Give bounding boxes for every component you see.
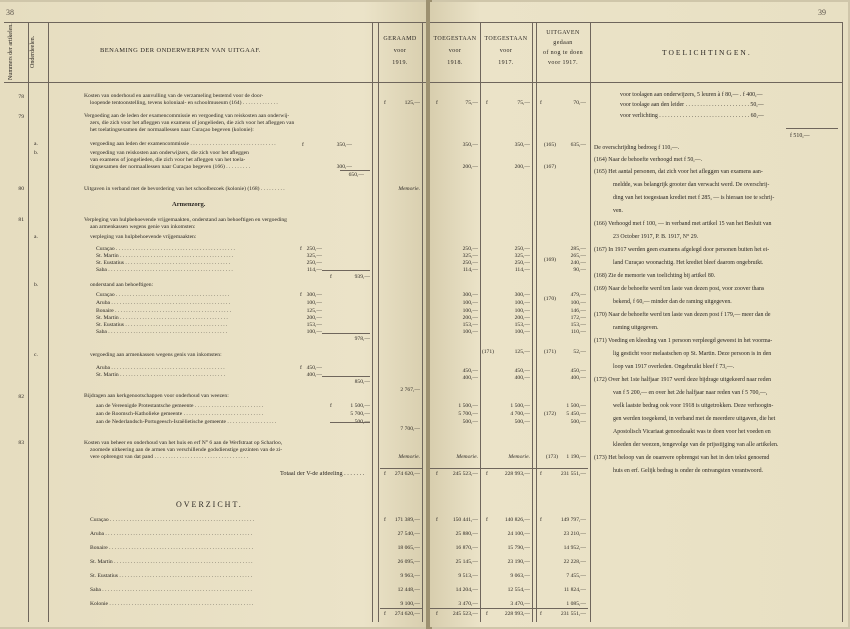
note-line-r13: (167) In 1917 werden geen examens afgelegd door personen buiten het ei- bbox=[594, 247, 770, 253]
left-line-t79f: van examens of jongelieden, die zich voor het afleggen van het toela- bbox=[90, 157, 246, 163]
header-nummers: Nummers der artikelen. bbox=[8, 23, 14, 80]
amount-n13: (165) bbox=[543, 142, 556, 148]
left-line-t83c: vere opbrengst van dat pand . . . . . . . . . . . . . . . . . . . . . . . . . . . . . . . . . . bbox=[90, 454, 249, 460]
note-line-r27: Apostolisch Vicariaat genoodzaakt was te doen voor het voeden en bbox=[613, 429, 771, 435]
rule-top-right bbox=[430, 22, 842, 23]
left-line-t79c: het toelatingsexamen der normaallessen naar Curaçao begeven (kolonie): bbox=[90, 127, 254, 133]
amount-n96: 500,— bbox=[570, 419, 586, 425]
note-line-r6: (164) Naar de behoefte verhoogd met f 50,—. bbox=[594, 157, 703, 163]
overzicht-col3-5: 11 824,— bbox=[563, 587, 586, 593]
amount-n50: 100,— bbox=[462, 308, 478, 314]
amount-n100: Memorie. bbox=[508, 454, 530, 460]
amount-n72: f bbox=[300, 365, 302, 371]
overzicht-1919-7: 274 620,— bbox=[394, 611, 420, 617]
note-line-r1: voor toolagen aan onderwijzers, 5 leuren à f 80,— . f 400,— bbox=[620, 92, 763, 98]
amount-n85: 5 700,— bbox=[350, 411, 370, 417]
amount-n86: 500,— bbox=[354, 419, 370, 425]
amount-n70: (171) bbox=[543, 349, 556, 355]
left-line-ob2: b. bbox=[34, 282, 39, 288]
amount-n33: 114,— bbox=[514, 267, 530, 273]
left-line-p2: St. Martin . . . . . . . . . . . . . . . . . . . . . . . . . . . . . . . . . . . . . . . . . bbox=[96, 253, 234, 259]
left-line-p1: Curaçao . . . . . . . . . . . . . . . . . . . . . . . . . . . . . . . . . . . . . . . . . . . bbox=[96, 246, 235, 252]
amount-n43: 100,— bbox=[306, 300, 322, 306]
overzicht-col3-4: 7 455,— bbox=[566, 573, 586, 579]
amount-n61: 479,— bbox=[570, 292, 586, 298]
left-line-p4: Saba . . . . . . . . . . . . . . . . . . . . . . . . . . . . . . . . . . . . . . . . . . . . . bbox=[96, 267, 233, 273]
note-line-r24: van f 5 200,— en over het 2de halfjaar naar reden van f 5 700,—, bbox=[613, 390, 768, 396]
amount-n66: 110,— bbox=[570, 329, 586, 335]
amount-n58: 153,— bbox=[514, 322, 530, 328]
overzicht-col2-0: 140 826,— bbox=[504, 517, 530, 523]
left-line-oa1: a. bbox=[34, 141, 38, 147]
amount-n94: (172) bbox=[543, 411, 556, 417]
overzicht-col3-7: 231 551,— bbox=[560, 611, 586, 617]
overzicht-col1-2: 16 870,— bbox=[455, 545, 478, 551]
left-line-t81a: Verpleging van hulpbehoevende vrijgemaakten, onderstand aan behoeftigen en vergoeding bbox=[84, 217, 287, 223]
overzicht-col3-0: 149 797,— bbox=[560, 517, 586, 523]
left-line-t80: Uitgaven in verband met de bevordering van het schoolbezoek (kolonie) (168) . . . . . . . . . bbox=[84, 186, 285, 192]
overzicht-col1-4: 9 513,— bbox=[458, 573, 478, 579]
note-line-r9: ding van het toegestaan krediet met f 285, — is hieraan toe te schrij- bbox=[613, 195, 775, 201]
amount-n44: 125,— bbox=[306, 308, 322, 314]
page-number-left: 38 bbox=[6, 8, 14, 17]
amount-n45: 200,— bbox=[306, 315, 322, 321]
rule-top bbox=[4, 22, 428, 23]
left-line-o4: St. Martin . . . . . . . . . . . . . . . . . . . . . . . . . . . . . . . . . . . . . . . . . . . . . . . . . . bbox=[90, 559, 253, 565]
amount-n87: 1 500,— bbox=[458, 403, 478, 409]
note-line-r4: f 510,— bbox=[790, 133, 810, 139]
left-line-a81: 81 bbox=[18, 217, 24, 223]
left-line-a83: 83 bbox=[18, 440, 24, 446]
left-line-t79e: vergoeding van reiskosten aan onderwijzers, die zich voor het afleggen bbox=[90, 150, 249, 156]
left-line-p3: St. Eustatius . . . . . . . . . . . . . . . . . . . . . . . . . . . . . . . . . . . . . . bbox=[96, 260, 231, 266]
amount-n38: 90,— bbox=[573, 267, 586, 273]
sum-rule-1 bbox=[322, 270, 370, 271]
amount-n106: 245 523,— bbox=[452, 471, 478, 477]
amount-n46: 153,— bbox=[306, 322, 322, 328]
overzicht-col2-3: 23 190,— bbox=[507, 559, 530, 565]
amount-n54: 300,— bbox=[514, 292, 530, 298]
amount-n19: 650,— bbox=[348, 172, 364, 178]
header-benaming: BENAMING DER ONDERWERPEN VAN UITGAAF. bbox=[100, 47, 261, 54]
left-page bbox=[0, 2, 428, 627]
amount-n17: 200,— bbox=[514, 164, 530, 170]
left-line-q2: Aruba . . . . . . . . . . . . . . . . . . . . . . . . . . . . . . . . . . . . . . . . . . . bbox=[96, 300, 231, 306]
overzicht-florin-6: f bbox=[486, 611, 488, 617]
amount-n49: 100,— bbox=[462, 300, 478, 306]
amount-n1: f bbox=[384, 100, 386, 106]
left-line-q1: Curaçao . . . . . . . . . . . . . . . . . . . . . . . . . . . . . . . . . . . . . . . . . bbox=[96, 292, 230, 298]
amount-n40: 939,— bbox=[354, 274, 370, 280]
amount-n74: 400,— bbox=[306, 372, 322, 378]
left-line-t79a: Vergoeding aan de leden der examencommissie en vergoeding van reiskosten aan onderwij- bbox=[84, 113, 290, 119]
left-line-t81d: onderstand aan behoeftigen: bbox=[90, 282, 154, 288]
left-line-ob1: b. bbox=[34, 150, 39, 156]
left-line-t82a: Bijdragen aan kerkgenootschappen voor onderhoud van weezen: bbox=[84, 393, 229, 399]
amount-n7: f bbox=[540, 100, 542, 106]
note-line-r14: land Curaçao woonachtig. Het krediet bleef daarom ongebruikt. bbox=[613, 260, 764, 266]
sum-rule-3 bbox=[322, 376, 370, 377]
amount-n67: 978,— bbox=[354, 336, 370, 342]
amount-n39: f bbox=[330, 274, 332, 280]
amount-n109: f bbox=[540, 471, 542, 477]
amount-n22: 250,— bbox=[306, 246, 322, 252]
amount-n102: 1 190,— bbox=[566, 454, 586, 460]
sum-rule-8 bbox=[430, 608, 588, 609]
header-uitgaven-1917: UITGAVEN gedaan of nog te doen voor 1917. bbox=[542, 30, 584, 66]
amount-n99: Memorie. bbox=[456, 454, 478, 460]
amount-n51: 200,— bbox=[462, 315, 478, 321]
left-line-a79: 79 bbox=[18, 114, 24, 120]
amount-n25: 114,— bbox=[306, 267, 322, 273]
left-line-a82: 82 bbox=[18, 394, 24, 400]
note-line-r7: (165) Het aantal personen, dat zich voor het afleggen van examens aan- bbox=[594, 169, 763, 175]
left-line-t79d: vergoeding aan leden der examencommissie . . . . . . . . . . . . . . . . . . . . . . . . . . . . . . . bbox=[90, 141, 276, 147]
sum-rule-0 bbox=[340, 170, 370, 171]
amount-n83: f bbox=[330, 403, 332, 409]
amount-n82: 2 767,— bbox=[400, 387, 420, 393]
amount-n55: 100,— bbox=[514, 300, 530, 306]
note-line-r3: voor verlichting . . . . . . . . . . . . . . . . . . . . . . . . . . . . . . . 60,— bbox=[620, 113, 764, 119]
amount-n104: 274 620,— bbox=[394, 471, 420, 477]
amount-n15: 300,— bbox=[336, 164, 352, 170]
sum-rule-2 bbox=[322, 333, 370, 334]
amount-n26: 250,— bbox=[462, 246, 478, 252]
left-line-t81b: aan armenkassen wegens genie van inkomsten: bbox=[90, 224, 196, 230]
left-line-t82c: aan de Roomsch-Katholieke gemeente . . . . . . . . . . . . . . . . . . . . . . . . . . . . . bbox=[96, 411, 264, 417]
amount-n108: 228 993,— bbox=[504, 471, 530, 477]
header-toegestaan-1917: TOEGESTAAN voor 1917. bbox=[484, 36, 528, 66]
overzicht-florin-5: f bbox=[436, 611, 438, 617]
amount-n41: f bbox=[300, 292, 302, 298]
overzicht-col1-7: 245 523,— bbox=[452, 611, 478, 617]
sum-rule-7 bbox=[380, 608, 422, 609]
amount-n89: 500,— bbox=[462, 419, 478, 425]
overzicht-florin-3: f bbox=[540, 517, 542, 523]
overzicht-florin-2: f bbox=[486, 517, 488, 523]
amount-n98: Memorie. bbox=[398, 454, 420, 460]
left-line-o1: Curaçao . . . . . . . . . . . . . . . . . . . . . . . . . . . . . . . . . . . . . . . . . . . . . . . . . . . . bbox=[90, 517, 255, 523]
overzicht-col3-2: 14 952,— bbox=[563, 545, 586, 551]
header-onderdeelen: Onderdeelen. bbox=[30, 35, 36, 68]
amount-n73: 450,— bbox=[306, 365, 322, 371]
overzicht-1919-3: 26 095,— bbox=[397, 559, 420, 565]
amount-n92: 500,— bbox=[514, 419, 530, 425]
amount-n34: (169) bbox=[543, 257, 556, 263]
amount-n28: 250,— bbox=[462, 260, 478, 266]
amount-n35: 285,— bbox=[570, 246, 586, 252]
amount-n60: (170) bbox=[543, 296, 556, 302]
page-number-right: 39 bbox=[818, 8, 826, 17]
note-line-r11: (166) Verhoogd met f 100, — in verband met artikel 15 van het Besluit van bbox=[594, 221, 772, 227]
amount-n62: 100,— bbox=[570, 300, 586, 306]
left-line-totv: Totaal der V-de afdeeling . . . . . . . bbox=[280, 471, 365, 477]
left-line-q6: Saba . . . . . . . . . . . . . . . . . . . . . . . . . . . . . . . . . . . . . . . . . . . bbox=[96, 329, 228, 335]
overzicht-col1-3: 25 145,— bbox=[455, 559, 478, 565]
note-line-r26: gen werden toegekend, in verband met de meerdere uitgaven, die het bbox=[613, 416, 776, 422]
left-line-oc: c. bbox=[34, 352, 38, 358]
left-line-t78b: loopende tentoonstelling, tevens koloniaal- en schoolmuseum (164) . . . . . . . . . . . . . bbox=[90, 100, 278, 106]
amount-n81: 850,— bbox=[354, 379, 370, 385]
amount-n110: 231 551,— bbox=[560, 471, 586, 477]
amount-n2: 125,— bbox=[404, 100, 420, 106]
amount-n23: 325,— bbox=[306, 253, 322, 259]
left-line-oa2: a. bbox=[34, 234, 38, 240]
sum-rule-6 bbox=[430, 468, 588, 469]
amount-n56: 100,— bbox=[514, 308, 530, 314]
overzicht-col2-5: 12 554,— bbox=[507, 587, 530, 593]
amount-n3: f bbox=[436, 100, 438, 106]
overzicht-1919-2: 18 065,— bbox=[397, 545, 420, 551]
amount-n69: 125,— bbox=[514, 349, 530, 355]
amount-n77: 450,— bbox=[514, 368, 530, 374]
amount-n65: 153,— bbox=[570, 322, 586, 328]
note-line-r22: loop van 1917 overleden. Ongebruikt bleef f 73,—. bbox=[613, 364, 735, 370]
left-line-t79g: tingsexamen der normaallessen naar Curaçao begeven (166) . . . . . . . . . bbox=[90, 164, 250, 170]
overzicht-1919-6: 9 100,— bbox=[400, 601, 420, 607]
left-line-armenzorg: Armenzorg. bbox=[172, 201, 206, 208]
note-line-r19: raming uitgegeven. bbox=[613, 325, 659, 331]
left-line-t78a: Kosten van onderhoud en aanvulling van de verzameling bestemd voor de door- bbox=[84, 93, 264, 99]
rule-col5 bbox=[422, 22, 423, 622]
amount-n36: 265,— bbox=[570, 253, 586, 259]
sum-rule-4 bbox=[330, 422, 370, 423]
left-line-t81c: verpleging van hulpbehoevende vrijgemaakten: bbox=[90, 234, 197, 240]
left-line-t82d: aan de Nederlandsch-Portugeesch-Israëlietische gemeente . . . . . . . . . . . . . . . . . . bbox=[96, 419, 277, 425]
amount-n47: 100,— bbox=[306, 329, 322, 335]
note-line-r20: (171) Voeding en kleeding van 1 persoon verpleegd geweest in het voorma- bbox=[594, 338, 773, 344]
overzicht-1919-1: 27 540,— bbox=[397, 531, 420, 537]
amount-n63: 146,— bbox=[570, 308, 586, 314]
amount-n80: 400,— bbox=[570, 375, 586, 381]
amount-n21: f bbox=[300, 246, 302, 252]
right-page bbox=[430, 2, 848, 627]
amount-n5: f bbox=[486, 100, 488, 106]
header-toegestaan-1918: TOEGESTAAN voor 1918. bbox=[433, 36, 477, 66]
left-line-a78: 78 bbox=[18, 94, 24, 100]
note-line-r23: (172) Over het 1ste halfjaar 1917 werd deze bijdrage uitgekeerd naar reden bbox=[594, 377, 772, 383]
amount-n91: 4 700,— bbox=[510, 411, 530, 417]
amount-n79: 450,— bbox=[570, 368, 586, 374]
left-line-r2: St. Martin . . . . . . . . . . . . . . . . . . . . . . . . . . . . . . . . . . . . . . bbox=[96, 372, 225, 378]
amount-n14: 635,— bbox=[570, 142, 586, 148]
amount-n37: 240,— bbox=[570, 260, 586, 266]
amount-n27: 325,— bbox=[462, 253, 478, 259]
left-line-o6: Saba . . . . . . . . . . . . . . . . . . . . . . . . . . . . . . . . . . . . . . . . . . . . . . . . . . . . . . bbox=[90, 587, 252, 593]
note-line-r16: (169) Naar de behoefte werd ten laste van dezen post, voor zoover thans bbox=[594, 286, 765, 292]
amount-n18: (167) bbox=[543, 164, 556, 170]
overzicht-col1-0: 150 441,— bbox=[452, 517, 478, 523]
overzicht-col2-1: 24 100,— bbox=[507, 531, 530, 537]
overzicht-col2-2: 15 790,— bbox=[507, 545, 530, 551]
left-line-t79b: zers, die zich voor het afleggen van examens of jongelieden, die zich voor het afleggen van bbox=[90, 120, 295, 126]
left-line-o2: Aruba . . . . . . . . . . . . . . . . . . . . . . . . . . . . . . . . . . . . . . . . . . . . . . . . . . . . . bbox=[90, 531, 253, 537]
left-line-a80: 80 bbox=[18, 186, 24, 192]
note-line-r30: huis en erf. Gelijk bedrag is onder de ontvangsten verantwoord. bbox=[613, 468, 764, 474]
amount-n11: 350,— bbox=[462, 142, 478, 148]
amount-n4: 75,— bbox=[465, 100, 478, 106]
left-line-o7: Kolonie . . . . . . . . . . . . . . . . . . . . . . . . . . . . . . . . . . . . . . . . . . . . . . . . . . . . bbox=[90, 601, 254, 607]
amount-n24: 250,— bbox=[306, 260, 322, 266]
overzicht-col3-1: 23 210,— bbox=[563, 531, 586, 537]
note-sum-rule bbox=[786, 128, 838, 129]
rule-col1 bbox=[28, 22, 29, 622]
amount-n75: 450,— bbox=[462, 368, 478, 374]
amount-n90: 1 500,— bbox=[510, 403, 530, 409]
overzicht-col1-5: 14 204,— bbox=[455, 587, 478, 593]
amount-n16: 200,— bbox=[462, 164, 478, 170]
overzicht-col2-4: 9 063,— bbox=[510, 573, 530, 579]
overzicht-florin-7: f bbox=[540, 611, 542, 617]
amount-n59: 100,— bbox=[514, 329, 530, 335]
amount-n9: f bbox=[302, 142, 304, 148]
left-line-o5: St. Eustatius . . . . . . . . . . . . . . . . . . . . . . . . . . . . . . . . . . . . . . . . . . . . . . . . bbox=[90, 573, 253, 579]
header-toelichtingen: TOELICHTINGEN. bbox=[662, 48, 752, 57]
left-line-t81e: vergoeding aan armenkassen wegens genis van inkomsten: bbox=[90, 352, 222, 358]
amount-n76: 400,— bbox=[462, 375, 478, 381]
left-line-overzicht: OVERZICHT. bbox=[176, 500, 243, 509]
amount-n6: 75,— bbox=[517, 100, 530, 106]
note-line-r12: 23 October 1917, P. B. 1917, N° 29. bbox=[613, 234, 699, 240]
rule-header bbox=[4, 82, 428, 83]
amount-n42: 300,— bbox=[306, 292, 322, 298]
left-line-q5: St. Eustatius . . . . . . . . . . . . . . . . . . . . . . . . . . . . . . . . . . . . . bbox=[96, 322, 228, 328]
amount-n57: 200,— bbox=[514, 315, 530, 321]
overzicht-col2-7: 228 993,— bbox=[504, 611, 530, 617]
sum-rule-5 bbox=[380, 468, 422, 469]
rule-col2 bbox=[48, 22, 49, 622]
amount-n10: 350,— bbox=[336, 142, 352, 148]
left-line-o3: Bonaire . . . . . . . . . . . . . . . . . . . . . . . . . . . . . . . . . . . . . . . . . . . . . . . . . . . . bbox=[90, 545, 254, 551]
rule-rcol4 bbox=[590, 22, 591, 622]
header-geraamd: GERAAMD voor 1919. bbox=[383, 36, 417, 66]
left-line-r1: Aruba . . . . . . . . . . . . . . . . . . . . . . . . . . . . . . . . . . . . . . . . . bbox=[96, 365, 225, 371]
amount-n53: 100,— bbox=[462, 329, 478, 335]
amount-n93: 1 500,— bbox=[566, 403, 586, 409]
overzicht-1919-5: 12 448,— bbox=[397, 587, 420, 593]
overzicht-col1-6: 3 470,— bbox=[458, 601, 478, 607]
amount-n52: 153,— bbox=[462, 322, 478, 328]
overzicht-col3-3: 22 228,— bbox=[563, 559, 586, 565]
left-line-q3: Bonaire . . . . . . . . . . . . . . . . . . . . . . . . . . . . . . . . . . . . . . . . . . bbox=[96, 308, 232, 314]
overzicht-1919-0: 171 389,— bbox=[394, 517, 420, 523]
amount-n29: 114,— bbox=[462, 267, 478, 273]
amount-n105: f bbox=[436, 471, 438, 477]
note-line-r2: voor toolage aan den leider . . . . . . . . . . . . . . . . . . . . . . 50,— bbox=[620, 102, 764, 108]
amount-n78: 400,— bbox=[514, 375, 530, 381]
note-line-r10: ven. bbox=[613, 208, 623, 214]
amount-n71: 52,— bbox=[573, 349, 586, 355]
amount-n31: 325,— bbox=[514, 253, 530, 259]
amount-n20: Memorie. bbox=[398, 186, 420, 192]
amount-n101: (173) bbox=[545, 454, 558, 460]
note-line-r8: meldde, was belangrijk grooter dan verwacht werd. De overschrij- bbox=[613, 182, 770, 188]
overzicht-col1-1: 25 880,— bbox=[455, 531, 478, 537]
overzicht-florin-4: f bbox=[384, 611, 386, 617]
overzicht-florin-0: f bbox=[384, 517, 386, 523]
left-line-t82b: aan de Vereenigde Protestantsche gemeente . . . . . . . . . . . . . . . . . . . . . . . . . bbox=[96, 403, 264, 409]
overzicht-col2-6: 3 470,— bbox=[510, 601, 530, 607]
overzicht-florin-1: f bbox=[436, 517, 438, 523]
left-line-t83b: zoomede uitkeering aan de armen van verschillende godsdienstige gezinten van de zi- bbox=[90, 447, 283, 453]
amount-n88: 5 700,— bbox=[458, 411, 478, 417]
note-line-r5: De overschrijding bedroeg f 110,—. bbox=[594, 145, 680, 151]
amount-n30: 250,— bbox=[514, 246, 530, 252]
amount-n107: f bbox=[486, 471, 488, 477]
rule-rcol5 bbox=[842, 22, 843, 622]
amount-n8: 70,— bbox=[573, 100, 586, 106]
note-line-r29: (173) Het beloop van de ouanvere opbrengst van het in den tekst genoemd bbox=[594, 455, 770, 461]
overzicht-col3-6: 1 085,— bbox=[566, 601, 586, 607]
amount-n32: 250,— bbox=[514, 260, 530, 266]
amount-n64: 172,— bbox=[570, 315, 586, 321]
note-line-r15: (168) Zie de memorie van toelichting bij artikel 80. bbox=[594, 273, 716, 279]
amount-n84: 1 500,— bbox=[350, 403, 370, 409]
amount-n48: 300,— bbox=[462, 292, 478, 298]
amount-n103: f bbox=[384, 471, 386, 477]
amount-n68: (171) bbox=[481, 349, 494, 355]
amount-n97: 7 700,— bbox=[400, 426, 420, 432]
note-line-r21: lig gesticht voor melaatschen op St. Martin. Deze persoon is in den bbox=[613, 351, 772, 357]
amount-n95: 5 450,— bbox=[566, 411, 586, 417]
rule-header-right bbox=[430, 82, 842, 83]
note-line-r18: (170) Naar de behoefte werd ten laste van dezen post f 179,— meer dan de bbox=[594, 312, 771, 318]
note-line-r28: kleeden der weezen, tengevolge van de prijsstijging van alle artikelen. bbox=[613, 442, 779, 448]
note-line-r17: bekend, f 60,— minder dan de raming uitgegeven. bbox=[613, 299, 732, 305]
left-line-q4: St. Martin . . . . . . . . . . . . . . . . . . . . . . . . . . . . . . . . . . . . . . . bbox=[96, 315, 228, 321]
overzicht-1919-4: 9 963,— bbox=[400, 573, 420, 579]
amount-n12: 350,— bbox=[514, 142, 530, 148]
note-line-r25: welk laatste bedrag ook voor 1918 is uitgetrokken. Deze verhoogin- bbox=[613, 403, 774, 409]
left-line-t83a: Kosten van beheer en onderhoud van het huis en erf N° 6 aan de Werfstraat op Scharloo, bbox=[84, 440, 283, 446]
